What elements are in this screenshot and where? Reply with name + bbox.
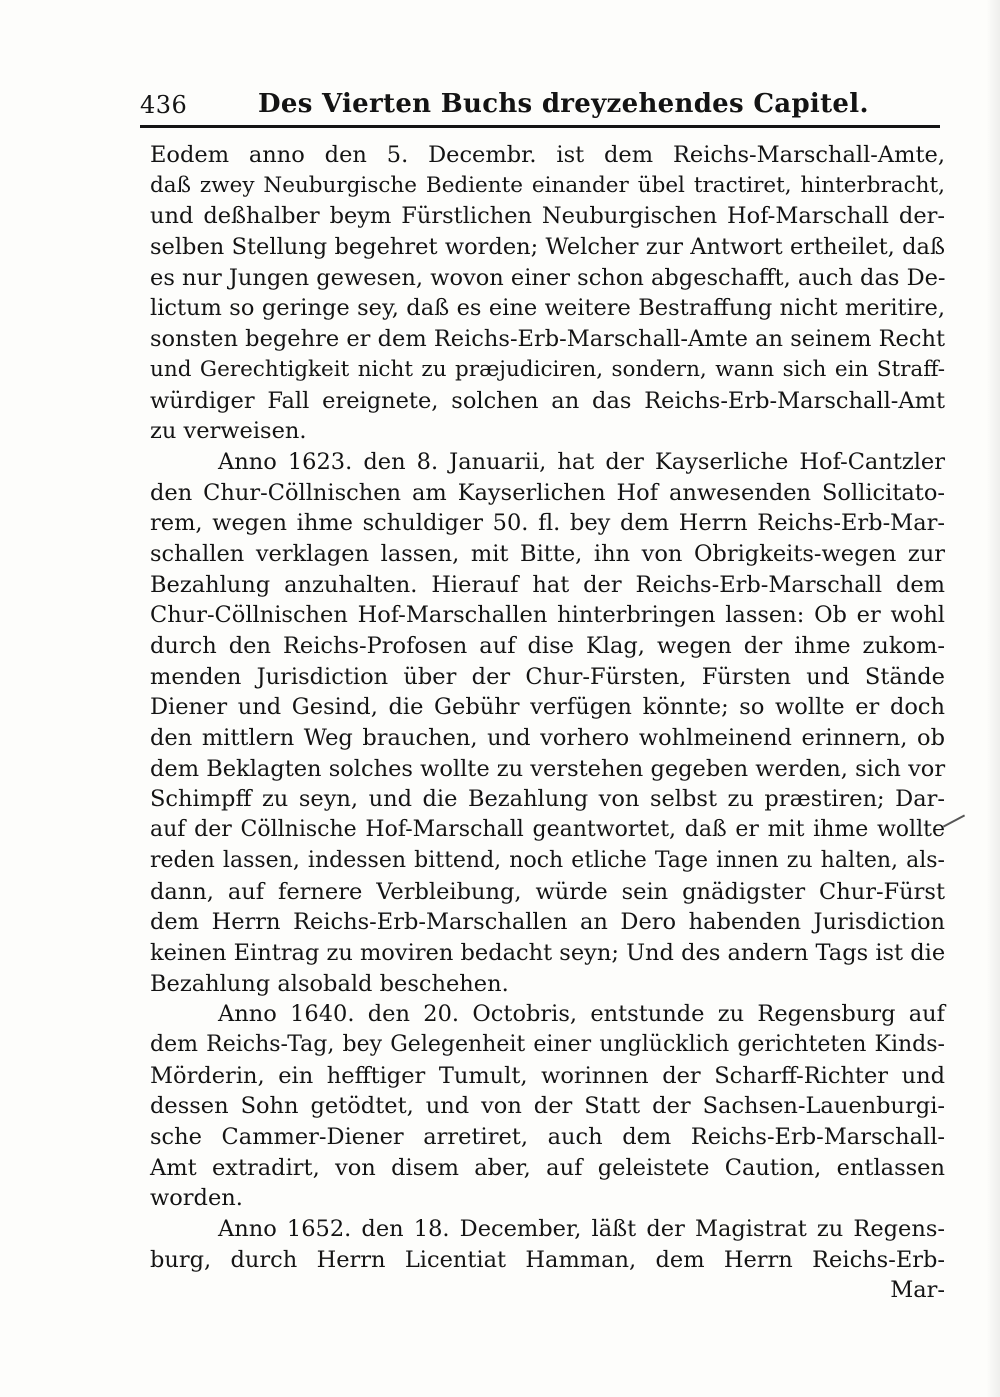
text-line: Anno 1623. den 8. Januarii, hat der Kayserliche Hof-Cantzler	[218, 448, 945, 475]
text-line: Anno 1652. den 18. December, läßt der Magistrat zu Regens-	[218, 1216, 945, 1243]
body-text	[150, 140, 945, 1306]
text-line: und deßhalber beym Fürstlichen Neuburgischen Hof-Marschall der-	[150, 203, 945, 230]
text-line: schallen verklagen lassen, mit Bitte, ihn von Obrigkeits-wegen zur	[150, 540, 945, 567]
catchword: Mar-	[890, 1277, 945, 1304]
text-line: sche Cammer-Diener arretiret, auch dem Reichs-Erb-Marschall-	[150, 1124, 945, 1150]
header-rule	[140, 125, 940, 128]
text-line: zu verweisen.	[150, 418, 307, 445]
page-header	[140, 85, 940, 125]
text-line: worden.	[150, 1185, 243, 1212]
text-line: burg, durch Herrn Licentiat Hamman, dem Herrn Reichs-Erb-	[150, 1246, 945, 1273]
margin-mark	[943, 814, 965, 827]
text-line: Schimpff zu seyn, und die Bezahlung von selbst zu præstiren; Dar-	[150, 786, 945, 813]
text-line: sonsten begehre er dem Reichs-Erb-Marschall-Amte an seinem Recht	[150, 326, 945, 353]
text-line: Eodem anno den 5. Decembr. ist dem Reichs-Marschall-Amte,	[150, 142, 945, 168]
text-line: und Gerechtigkeit nicht zu præjudiciren, sondern, wann sich ein Straff-	[150, 356, 945, 382]
text-line: rem, wegen ihme schuldiger 50. fl. bey dem Herrn Reichs-Erb-Mar-	[150, 510, 945, 537]
text-line: dem Beklagten solches wollte zu verstehen gegeben werden, sich vor	[150, 755, 946, 782]
text-line: dem Herrn Reichs-Erb-Marschallen an Dero habenden Jurisdiction	[150, 909, 945, 936]
page-edge-shadow	[986, 0, 1000, 1397]
text-line: menden Jurisdiction über der Chur-Fürsten, Fürsten und Stände	[150, 663, 945, 690]
text-line: reden lassen, indessen bittend, noch etliche Tage innen zu halten, als-	[150, 847, 945, 873]
text-line: selben Stellung begehret worden; Welcher zur Antwort ertheilet, daß	[150, 234, 945, 261]
text-line: keinen Eintrag zu moviren bedacht seyn; Und des andern Tags ist die	[150, 939, 946, 966]
text-line: durch den Reichs-Profosen auf dise Klag, wegen der ihme zukom-	[150, 633, 945, 659]
text-line: würdiger Fall ereignete, solchen an das Reichs-Erb-Marschall-Amt	[150, 387, 945, 414]
text-line: es nur Jungen gewesen, wovon einer schon abgeschafft, auch das De-	[150, 264, 946, 291]
text-line: daß zwey Neuburgische Bediente einander übel tractiret, hinterbracht,	[150, 172, 945, 198]
running-title: Des Vierten Buchs dreyzehendes Capitel.	[258, 89, 869, 119]
text-line: dann, auf fernere Verbleibung, würde sein gnädigster Chur-Fürst	[150, 878, 945, 905]
text-line: Bezahlung anzuhalten. Hierauf hat der Reichs-Erb-Marschall dem	[150, 571, 945, 598]
text-line: den mittlern Weg brauchen, und vorhero wohlmeinend erinnern, ob	[150, 725, 945, 752]
text-line: auf der Cöllnische Hof-Marschall geantwortet, daß er mit ihme wollte	[150, 817, 945, 843]
text-line: Diener und Gesind, die Gebühr verfügen könnte; so wollte er doch	[150, 694, 945, 721]
text-line: dessen Sohn getödtet, und von der Statt der Sachsen-Lauenburgi-	[150, 1093, 945, 1120]
text-line: Chur-Cöllnischen Hof-Marschallen hinterbringen lassen: Ob er wohl	[150, 602, 945, 629]
text-line: Amt extradirt, von disem aber, auf geleistete Caution, entlassen	[150, 1154, 945, 1181]
text-line: Bezahlung alsobald beschehen.	[150, 970, 509, 997]
text-line: lictum so geringe sey, daß es eine weitere Bestraffung nicht meritire,	[150, 295, 945, 322]
text-line: dem Reichs-Tag, bey Gelegenheit einer unglücklich gerichteten Kinds-	[150, 1031, 945, 1057]
page-number: 436	[140, 91, 188, 119]
text-line: den Chur-Cöllnischen am Kayserlichen Hof anwesenden Sollicitato-	[150, 479, 945, 506]
text-line: Mörderin, ein hefftiger Tumult, worinnen der Scharff-Richter und	[150, 1062, 945, 1089]
text-line: Anno 1640. den 20. Octobris, entstunde zu Regensburg auf	[218, 1001, 945, 1028]
